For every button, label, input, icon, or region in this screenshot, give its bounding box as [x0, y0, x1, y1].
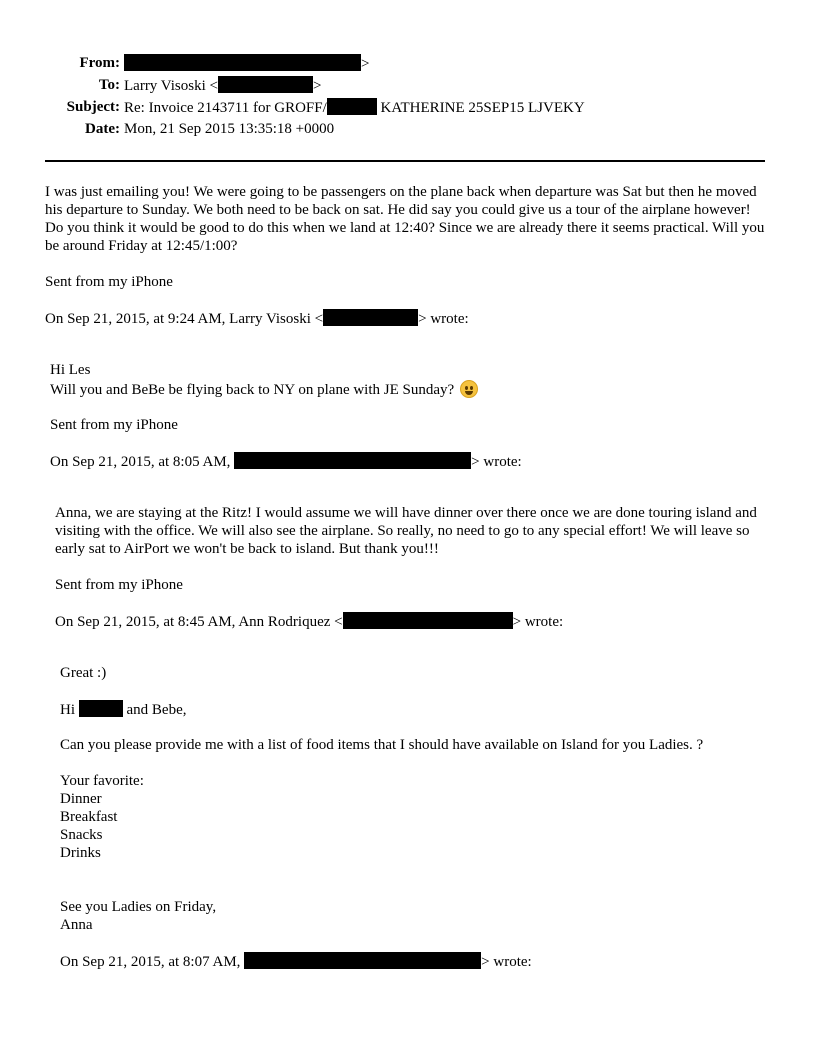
- redaction-bar: [323, 309, 418, 326]
- quote-intro-prefix: On Sep 21, 2015, at 8:45 AM, Ann Rodriquez <: [55, 614, 343, 630]
- redaction-bar: [124, 54, 361, 71]
- list-item: Breakfast: [60, 809, 118, 825]
- message1-signature: Sent from my iPhone: [45, 274, 173, 290]
- grinning-face-emoji-icon: [460, 380, 478, 398]
- message2-signature: Sent from my iPhone: [50, 417, 178, 433]
- message2-body-line: [50, 380, 478, 399]
- message4-name: Anna: [60, 917, 93, 933]
- to-gt: >: [312, 78, 322, 94]
- message3-signature: Sent from my iPhone: [55, 577, 183, 593]
- message2-greeting: Hi Les: [50, 362, 91, 378]
- quote-intro-suffix: > wrote:: [481, 954, 532, 970]
- redaction-bar: [234, 452, 471, 469]
- message3-body: Anna, we are staying at the Ritz! I would assume we will have dinner over there once we are done touring island and visiting with the office. We will also see the airplane. So really, no need to go to any special effort! We will leave so early sat to AirPort we won't be back to island. But thank you!!!: [55, 505, 757, 557]
- message2-quote-intro: [50, 452, 522, 471]
- subject-prefix: Re: Invoice 2143711 for GROFF/: [124, 100, 327, 116]
- and-bebe: and Bebe,: [126, 702, 187, 718]
- redaction-bar: [327, 98, 377, 115]
- redaction-bar: [244, 952, 481, 969]
- to-value: [124, 76, 321, 95]
- quote-intro-prefix: On Sep 21, 2015, at 8:05 AM,: [50, 454, 235, 470]
- message1-body: I was just emailing you! We were going to be passengers on the plane back when departure was Sat but then he moved his departure to Sunday. We both need to be back on sat. He did say you could give us a tour of the airplane however! Do you think it would be good to do this when we land at 12:40? Since we are already there it seems practical. Will you be around Friday at 12:45/1:00?: [45, 184, 765, 254]
- to-label: To:: [98, 77, 120, 93]
- message1-quote-intro: [45, 309, 469, 328]
- quote-intro-suffix: > wrote:: [471, 454, 522, 470]
- message4-closing: See you Ladies on Friday,: [60, 899, 217, 915]
- quote-intro-prefix: On Sep 21, 2015, at 8:07 AM,: [60, 954, 245, 970]
- header-divider: [45, 160, 765, 162]
- message2-body: Will you and BeBe be flying back to NY on plane with JE Sunday?: [50, 382, 455, 398]
- quote-intro-suffix: > wrote:: [512, 614, 564, 630]
- from-label: From:: [79, 55, 120, 71]
- hi-word: Hi: [60, 702, 75, 718]
- message4-line1: Great :): [60, 665, 107, 681]
- redaction-bar: [79, 700, 123, 717]
- subject-label: Subject:: [66, 99, 120, 115]
- from-gt: >: [361, 56, 370, 72]
- message4-quote-intro: [60, 952, 532, 971]
- to-name: Larry Visoski <: [124, 78, 218, 94]
- list-item: Snacks: [60, 827, 103, 843]
- list-item: Drinks: [60, 845, 101, 861]
- message4-favorite-label: Your favorite:: [60, 773, 144, 789]
- message3-quote-intro: [55, 612, 563, 631]
- quote-intro-prefix: On Sep 21, 2015, at 9:24 AM, Larry Visoski <: [45, 311, 324, 327]
- redaction-bar: [343, 612, 513, 629]
- from-value: [124, 54, 369, 73]
- redaction-bar: [218, 76, 313, 93]
- message4-request: Can you please provide me with a list of food items that I should have available on Island for you Ladies. ?: [60, 737, 704, 753]
- quote-intro-suffix: > wrote:: [418, 311, 469, 327]
- message4-hi-line: [60, 700, 186, 719]
- date-label: Date:: [85, 121, 120, 137]
- subject-suffix: KATHERINE 25SEP15 LJVEKY: [380, 100, 585, 116]
- subject-value: [124, 98, 585, 117]
- list-item: Dinner: [60, 791, 102, 807]
- date-value: Mon, 21 Sep 2015 13:35:18 +0000: [124, 121, 335, 137]
